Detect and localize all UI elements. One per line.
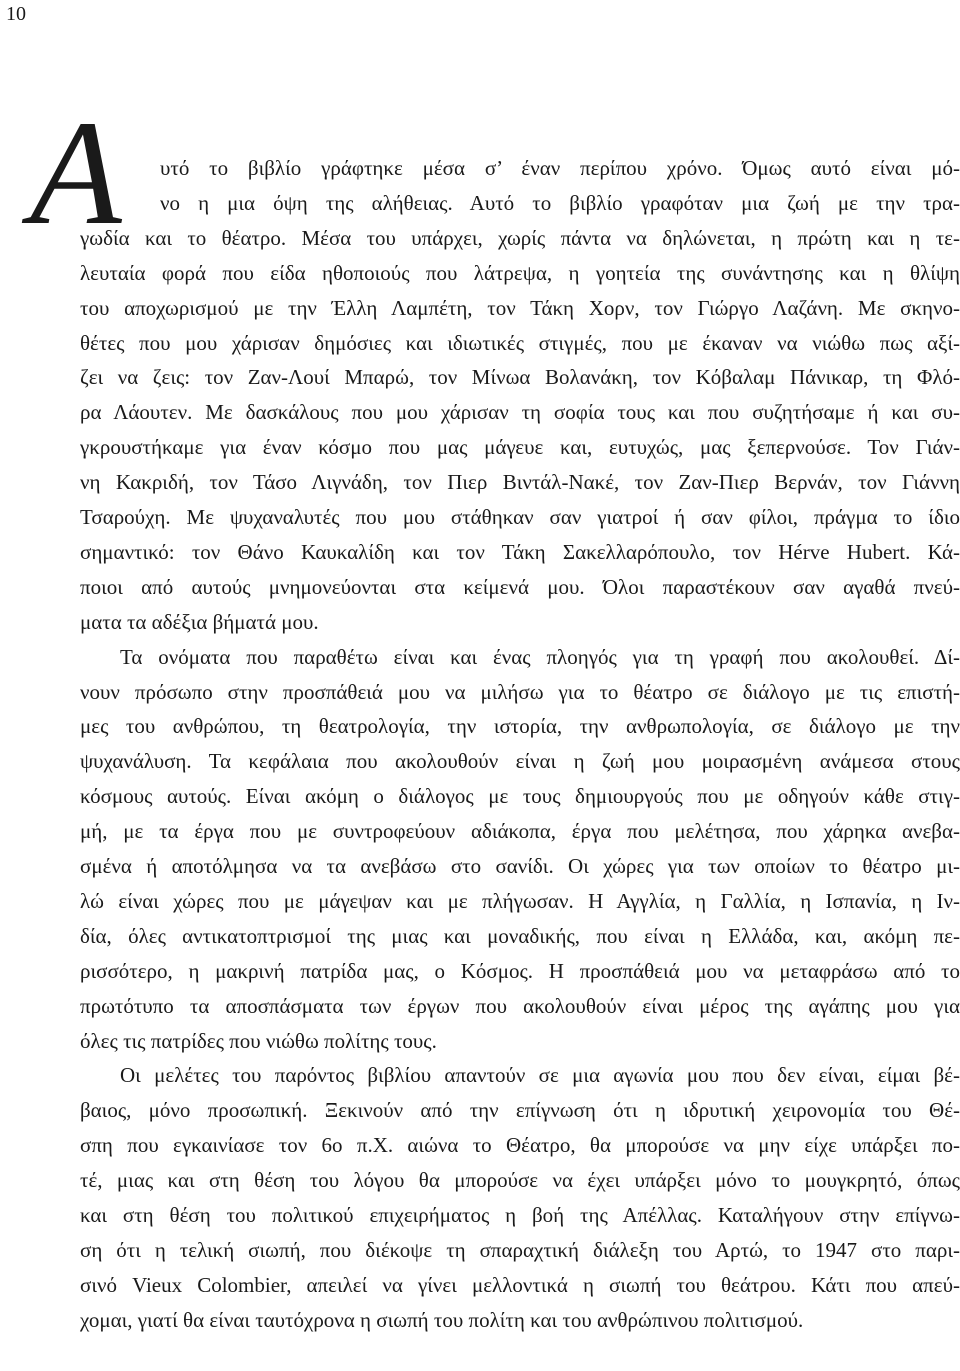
text-line: τέ, μιας και στη θέση του λόγου θα μπορούσε να έχει υπάρξει μόνο το μουγκρητό, όπως [80, 1168, 960, 1193]
text-line: ρα Λάουτεν. Με δασκάλους που μου χάρισαν τη σοφία τους και που συζητήσαμε ή και συ- [80, 400, 960, 425]
text-line: γκρουστήκαμε για έναν κόσμο που μας μάγευε και, ευτυχώς, μας ξεπερνούσε. Τον Γιάν- [80, 435, 960, 460]
text-line: ση ότι η τελική σιωπή, που διέκοψε τη σπαραχτική διάλεξη του Αρτώ, το 1947 στο παρι- [80, 1237, 960, 1262]
text-line: ζει να ζεις: τον Ζαν-Λουί Μπαρώ, τον Μίνωα Βολανάκη, τον Κόβαλαμ Πάνικαρ, τη Φλό- [80, 365, 960, 390]
text-line: βαιος, μόνο προσωπική. Ξεκινούν από την επίγνωση ότι η ιδρυτική χειρονομία του Θέ- [80, 1098, 960, 1123]
text-line: σινό Vieux Colombier, απειλεί να γίνει μελλοντικά η σιωπή του θεάτρου. Κάτι που απεύ- [80, 1272, 960, 1297]
text-line: Οι μελέτες του παρόντος βιβλίου απαντούν σε μια αγωνία μου που δεν είναι, είμαι βέ- [120, 1063, 960, 1088]
text-line: λευταία φορά που είδα ηθοποιούς που λάτρεψα, η γοητεία της συνάντησης και η θλίψη [80, 260, 960, 285]
text-line: Τα ονόματα που παραθέτω είναι και ένας πλοηγός για τη γραφή που ακολουθεί. Δί- [120, 644, 960, 669]
text-line: υτό το βιβλίο γράφτηκε μέσα σ’ έναν περίπου χρόνο. Όμως αυτό είναι μό- [160, 156, 960, 180]
text-line: δία, όλες αντικατοπτρισμοί της μιας και μοναδικής, που είναι η Ελλάδα, και, ακόμη πε- [80, 923, 960, 948]
text-line: και στη θέση του πολιτικού επιχειρήματος η βοή της Απέλλας. Καταλήγουν στην επίγνω- [80, 1203, 960, 1227]
drop-cap: Α [30, 90, 122, 256]
text-line: σημαντικό: τον Θάνο Καυκαλίδη και τον Τάκη Σακελλαρόπουλο, τον Hérve Hubert. Κά- [80, 539, 960, 564]
text-line: του αποχωρισμού με την Έλλη Λαμπέτη, τον Τάκη Χορν, τον Γιώργο Λαζάνη. Με σκηνο- [80, 295, 960, 320]
text-line: κόσμους αυτούς. Είναι ακόμη ο διάλογος με τους δημιουργούς που με οδηγούν κάθε στιγ- [80, 784, 960, 809]
text-line: όλες τις πατρίδες που νιώθω πολίτης τους. [80, 1028, 437, 1053]
text-line: ποιοι από αυτούς μνημονεύονται στα κείμενά μου. Όλοι παραστέκουν σαν αγαθά πνεύ- [80, 574, 960, 599]
text-line: θέτες που μου χάρισαν δημόσιες και ιδιωτικές στιγμές, που με έκαναν να νιώθω πως αξί- [80, 330, 960, 355]
text-line: Τσαρούχη. Με ψυχαναλυτές που μου στάθηκαν σαν γιατροί ή σαν φίλοι, πράγμα το ίδιο [80, 505, 960, 529]
text-line: πρωτότυπο τα αποσπάσματα των έργων που ακολουθούν είναι μέρος της αγάπης μου για [80, 993, 960, 1018]
text-line: νο η μια όψη της αλήθειας. Αυτό το βιβλίο γραφόταν μια ζωή με την τρα- [160, 190, 960, 215]
text-line: μες του ανθρώπου, τη θεατρολογία, την ιστορία, την ανθρωπολογία, σε διάλογο με την [80, 714, 960, 739]
text-line: σμένα ή αποτόλμησα να τα ανεβάσω στο σανίδι. Οι χώρες για των οποίων το θέατρο μι- [80, 854, 960, 878]
text-line: ματα τα αδέξια βήματά μου. [80, 609, 319, 634]
text-line: νη Κακριδή, τον Τάσο Λιγνάδη, τον Πιερ Βιντάλ-Νακέ, τον Ζαν-Πιερ Βερνάν, τον Γιάννη [80, 470, 960, 495]
text-line: σπη που εγκαινίασε τον 6ο π.Χ. αιώνα το Θέατρο, θα μπορούσε να μην είχε υπάρξει πο- [80, 1133, 960, 1158]
page-number: 10 [6, 3, 26, 25]
text-line: λώ είναι χώρες που με μάγεψαν και με πλήγωσαν. Η Αγγλία, η Γαλλία, η Ισπανία, η Ιν- [80, 888, 960, 913]
text-line: μή, με τα έργα που με συντροφεύουν αδιάκοπα, έργα που μελέτησα, που χάρηκα ανεβα- [80, 819, 960, 844]
text-line: χομαι, γιατί θα είναι ταυτόχρονα η σιωπή του πολίτη και του ανθρώπινου πολιτισμού. [80, 1307, 804, 1332]
text-line: ψυχανάλυση. Τα κεφάλαια που ακολουθούν είναι η ζωή μου μοιρασμένη ανάμεσα στους [80, 749, 960, 774]
text-line: γωδία και το θέατρο. Μέσα του υπάρχει, χωρίς πάντα να δηλώνεται, η πρώτη και η τε- [80, 225, 960, 250]
text-line: ρισσότερο, η μακρινή πατρίδα μας, ο Κόσμος. Η προσπάθειά μου να μεταφράσω από το [80, 958, 960, 983]
text-line: νουν πρόσωπο στην προσπάθειά μου να μιλήσω για το θέατρο σε διάλογο με τις επιστή- [80, 679, 960, 704]
